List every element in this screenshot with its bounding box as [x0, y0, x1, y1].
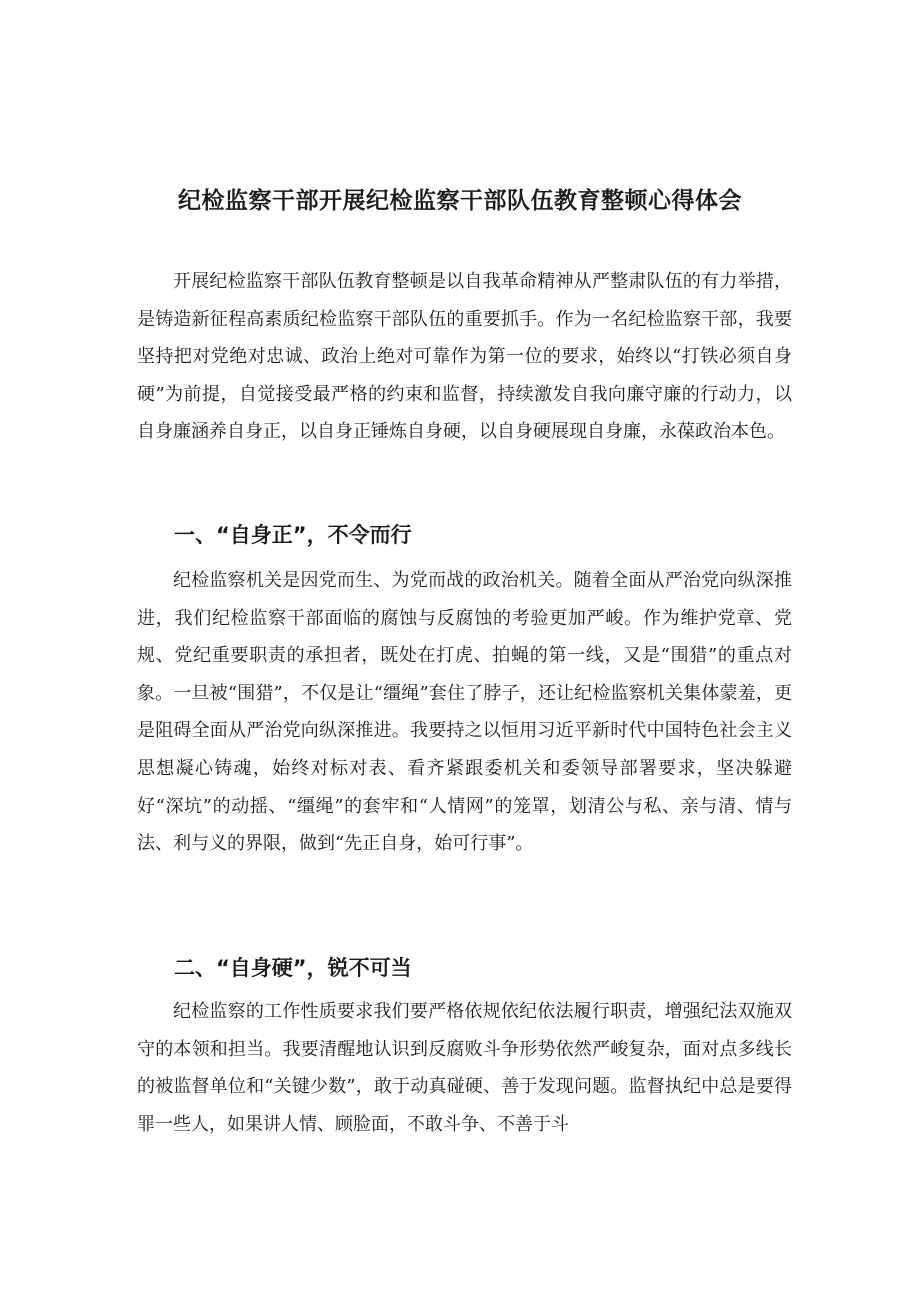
document-title: 纪检监察干部开展纪检监察干部队伍教育整顿心得体会: [178, 188, 742, 215]
section-2-paragraph: 纪检监察的工作性质要求我们要严格依规依纪依法履行职责，增强纪法双施双守的本领和担当。我要清醒地认识到反腐败斗争形势依然严峻复杂，面对点多线长的被监督单位和“关键少数”，敢于动真碰硬、善于发现问题。监督执纪中总是要得罪一些人，如果讲人情、顾脸面，不敢斗争、不善于斗: [137, 1001, 792, 1135]
section-1-heading: 一、“自身正”，不令而行: [174, 523, 412, 547]
section-2-heading: 二、“自身硬”，锐不可当: [174, 956, 412, 980]
intro-paragraph: 开展纪检监察干部队伍教育整顿是以自我革命精神从严整肃队伍的有力举措，是铸造新征程高素质纪检监察干部队伍的重要抓手。作为一名纪检监察干部，我要坚持把对党绝对忠诚、政治上绝对可靠作为第一位的要求，始终以“打铁必须自身硬”为前提，自觉接受最严格的约束和监督，持续激发自我向廉守廉的行动力，以自身廉涵养自身正，以自身正锤炼自身硬，以自身硬展现自身廉，永葆政治本色。: [137, 271, 792, 443]
section-1-paragraph: 纪检监察机关是因党而生、为党而战的政治机关。随着全面从严治党向纵深推进，我们纪检监察干部面临的腐蚀与反腐蚀的考验更加严峻。作为维护党章、党规、党纪重要职责的承担者，既处在打虎、拍蝇的第一线，又是“围猎”的重点对象。一旦被“围猎”，不仅是让“缰绳”套住了脖子，还让纪检监察机关集体蒙羞，更是阻碍全面从严治党向纵深推进。我要持之以恒用习近平新时代中国特色社会主义思想凝心铸魂，始终对标对表、看齐紧跟委机关和委领导部署要求，坚决躲避好“深坑”的动摇、“缰绳”的套牢和“人情网”的笼罩，划清公与私、亲与清、情与法、利与义的界限，做到“先正自身，始可行事”。: [137, 570, 792, 855]
